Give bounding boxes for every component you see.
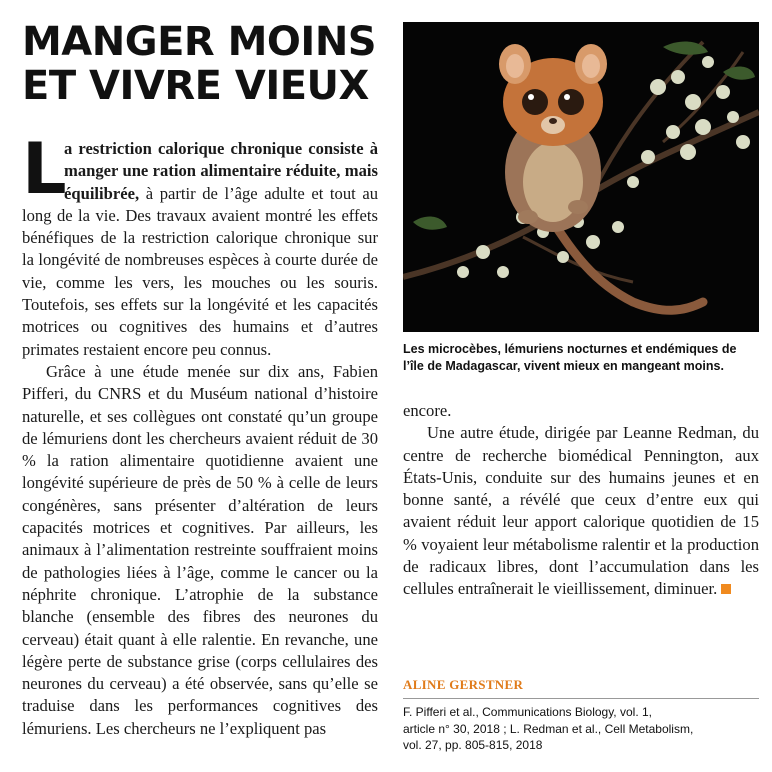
article-title [22,20,392,108]
paragraph-3 [403,422,759,600]
lemur-photo [403,22,759,332]
mouse-lemur-illustration [403,22,759,332]
paragraph-2: Grâce à une étude menée sur dix ans, Fabien Pifferi, du CNRS et du Muséum national d’histoire naturelle, et ses collègues ont constaté qu’un groupe de lémuriens dont les chercheurs avaient réduit de 30 % la ration alimentaire quotidienne avaient une longévité supérieure de près de 50 % à celle de leurs congénères, sans présenter d’altération de leurs capacités motrices et cognitives. Par ailleurs, les animaux à l’alimentation restreinte souffraient moins de pathologies liées à l’âge, comme le cancer ou la néphrite chronique. L’atrophie de la substance blanche (ensemble des fibres des neurones du cerveau) était quant à elle ralentie. En revanche, une légère perte de substance grise (corps cellulaires des neurones du cerveau) a été observée, sans qu’elle se traduise dans les performances cognitives des lémuriens. Les chercheurs ne l’expliquent pas [22,361,378,738]
body-column-right [403,400,759,601]
paragraph-2-continued: encore. [403,401,452,420]
end-mark-icon [721,584,731,594]
reference-line-1: F. Pifferi et al., Communications Biology, vol. 1, [403,705,652,719]
references [403,704,759,754]
reference-line-3: vol. 27, pp. 805-815, 2018 [403,738,543,752]
paragraph-3-text: Une autre étude, dirigée par Leanne Redman, du centre de recherche biomédical Pennington, aux États-Unis, conduite sur des humains jeunes et en bonne santé, a révélé que ceux d’entre eux qui avaient réduit leur apport calorique quotidien de 15 % voyaient leur métabolisme ralentir et la production de radicaux libres, dont l’accumulation dans les cellules entraînerait le vieillissement, diminuer. [403,423,759,599]
lead-text: à partir de l’âge adulte et tout au long de la vie. Des travaux avaient montré les effets bénéfiques de la restriction calorique chronique sur la longévité de nombreuses espèces à courte durée de vie, comme les vers, les mouches ou les souris. Toutefois, ses effets sur la longévité et les capacités motrices ou cognitives des humains et d’autres primates restaient encore peu connus. [22,183,378,359]
author-name: ALINE GERSTNER [403,677,524,692]
title-line-2: ET VIVRE VIEUX [22,63,369,109]
references-divider [403,698,759,699]
reference-line-2: article n° 30, 2018 ; L. Redman et al., Cell Metabolism, [403,721,694,736]
lead-paragraph [22,128,378,361]
dropcap: L [22,128,67,210]
title-line-1: MANGER MOINS [22,19,377,65]
body-column-left [22,128,378,740]
lead-bold-text: a restriction calorique chronique consiste à manger une ration alimentaire réduite, mais équilibrée, [64,139,378,203]
photo-caption: Les microcèbes, lémuriens nocturnes et endémiques de l’île de Madagascar, vivent mieux en mangeant moins. [403,342,737,373]
